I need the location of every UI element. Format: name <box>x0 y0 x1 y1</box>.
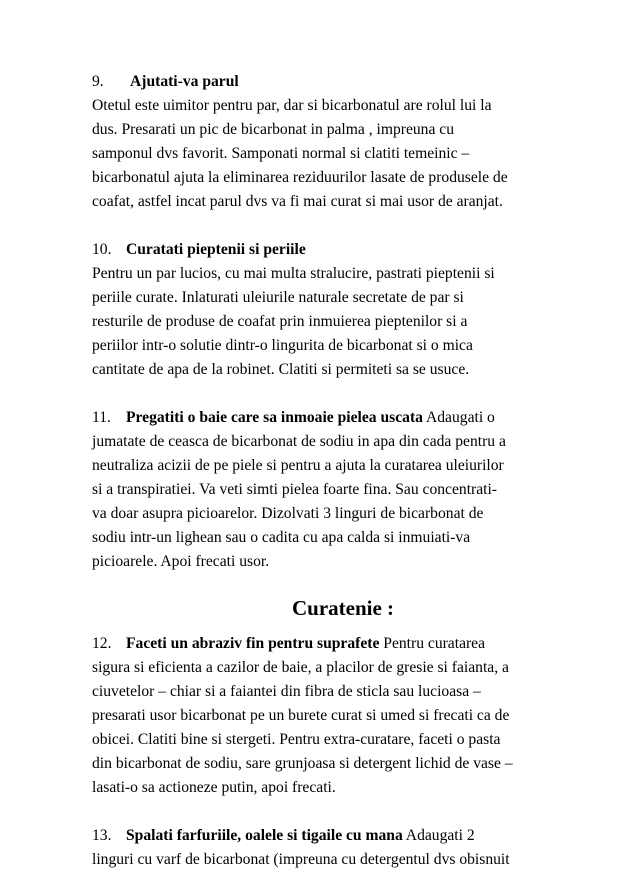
body-line: bicarbonatul ajuta la eliminarea reziduurilor lasate de produsele de <box>92 169 508 186</box>
section-number: 11. <box>92 409 111 426</box>
section-9 <box>92 70 554 214</box>
section-title-tail: Adaugati o <box>422 409 495 426</box>
section-title: Pregatiti o baie care sa inmoaie pielea uscata <box>126 409 423 426</box>
section-number: 13. <box>92 827 112 844</box>
section-12 <box>92 632 554 800</box>
body-line: si a transpiratiei. Va veti simti pielea foarte fina. Sau concentrati- <box>92 481 498 498</box>
section-heading-line <box>92 824 554 848</box>
section-title: Curatati pieptenii si periile <box>126 241 306 258</box>
section-heading-line <box>92 70 554 94</box>
body-line: lasati-o sa actioneze putin, apoi frecati. <box>92 779 336 796</box>
section-heading-line <box>92 238 554 262</box>
document-page <box>92 70 554 896</box>
body-line: samponul dvs favorit. Samponati normal si clatiti temeinic – <box>92 145 470 162</box>
section-title-tail: Adaugati 2 <box>402 827 475 844</box>
body-line: neutraliza acizii de pe piele si pentru a ajuta la curatarea uleiurilor <box>92 457 504 474</box>
body-line: cantitate de apa de la robinet. Clatiti si permiteti sa se usuce. <box>92 361 470 378</box>
body-line: din bicarbonat de sodiu, sare grunjoasa si detergent lichid de vase – <box>92 755 513 772</box>
section-heading-line <box>92 406 554 430</box>
body-line: periile curate. Inlaturati uleiurile naturale secretate de par si <box>92 289 464 306</box>
body-line: obicei. Clatiti bine si stergeti. Pentru extra-curatare, faceti o pasta <box>92 731 501 748</box>
section-title: Spalati farfuriile, oalele si tigaile cu mana <box>126 827 403 844</box>
body-line: sigura si eficienta a cazilor de baie, a placilor de gresie si faianta, a <box>92 659 509 676</box>
body-line: presarati usor bicarbonat pe un burete curat si umed si frecati ca de <box>92 707 510 724</box>
body-line: periilor intr-o solutie dintr-o lingurita de bicarbonat si o mica <box>92 337 473 354</box>
section-13 <box>92 824 554 872</box>
section-number: 12. <box>92 635 112 652</box>
body-line: sodiu intr-un lighean sau o cadita cu apa calda si inmuiati-va <box>92 529 471 546</box>
section-number: 10. <box>92 241 112 258</box>
body-line: dus. Presarati un pic de bicarbonat in palma , impreuna cu <box>92 121 455 138</box>
body-line: va doar asupra picioarelor. Dizolvati 3 linguri de bicarbonat de <box>92 505 484 522</box>
body-line: resturile de produse de coafat prin inmuierea pieptenilor si a <box>92 313 468 330</box>
body-line: jumatate de ceasca de bicarbonat de sodiu in apa din cada pentru a <box>92 433 506 450</box>
section-title-tail: Pentru curatarea <box>379 635 486 652</box>
body-line: Otetul este uimitor pentru par, dar si bicarbonatul are rolul lui la <box>92 97 492 114</box>
body-line: coafat, astfel incat parul dvs va fi mai curat si mai usor de aranjat. <box>92 193 503 210</box>
body-line: ciuvetelor – chiar si a faiantei din fibra de sticla sau lucioasa – <box>92 683 481 700</box>
body-line: Pentru un par lucios, cu mai multa stralucire, pastrati pieptenii si <box>92 265 495 282</box>
body-line: picioarele. Apoi frecati usor. <box>92 553 270 570</box>
section-heading-line <box>92 632 554 656</box>
section-11 <box>92 406 554 574</box>
body-line: linguri cu varf de bicarbonat (impreuna cu detergentul dvs obisnuit <box>92 851 510 868</box>
curatenie-heading: Curatenie : <box>291 596 395 620</box>
section-title: Ajutati-va parul <box>130 73 239 90</box>
section-10 <box>92 238 554 382</box>
section-number: 9. <box>92 73 104 90</box>
section-title: Faceti un abraziv fin pentru suprafete <box>126 635 380 652</box>
